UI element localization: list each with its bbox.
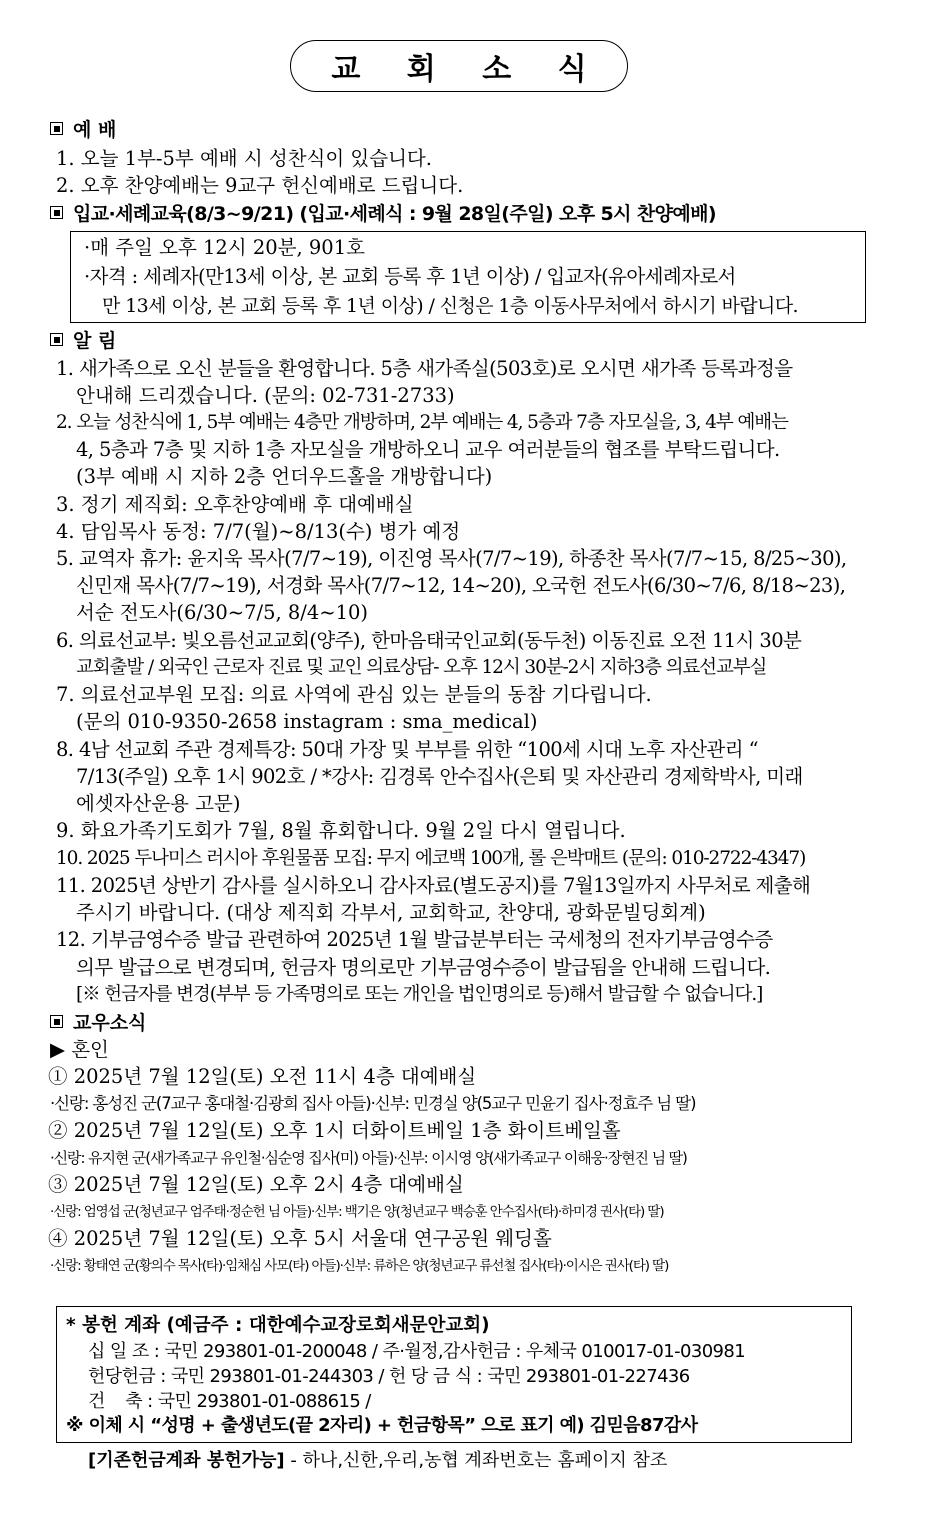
notices-heading: 알 림 xyxy=(50,328,116,354)
notice-line: 3. 정기 제직회: 오후찬양예배 후 대예배실 xyxy=(56,493,414,516)
notice-line: 5. 교역자 휴가: 윤지욱 목사(7/7~19), 이진영 목사(7/7~19), 하종찬 목사(7/7~15, 8/25~30), xyxy=(56,547,847,570)
notice-line: 의무 발급으로 변경되며, 헌금자 명의로만 기부금영수증이 발급됨을 안내해 드립니다. xyxy=(76,956,771,979)
account-line: 십 일 조 : 국민 293801-01-200048 / 주·월정,감사헌금 : 우체국 010017-01-030981 xyxy=(88,1341,746,1362)
accounts-heading: * 봉헌 계좌 (예금주 : 대한예수교장로회새문안교회) xyxy=(66,1315,490,1336)
square-bullet-icon xyxy=(50,1015,63,1028)
notice-line: 9. 화요가족기도회가 7월, 8월 휴회합니다. 9월 2일 다시 열립니다. xyxy=(56,819,626,842)
notice-line: 서순 전도사(6/30~7/5, 8/4~10) xyxy=(76,601,369,624)
wedding-date: ② 2025년 7월 12일(토) 오후 1시 더화이트베일 1층 화이트베일홀 xyxy=(48,1119,621,1142)
members-subheading: ▶ 혼인 xyxy=(50,1038,109,1061)
members-heading: 교우소식 xyxy=(50,1010,146,1036)
notice-line: 12. 기부금영수증 발급 관련하여 2025년 1월 발급분부터는 국세청의 전자기부금영수증 xyxy=(56,928,773,951)
notice-line: 에셋자산운용 고문) xyxy=(76,792,241,815)
notice-line: 11. 2025년 상반기 감사를 실시하오니 감사자료(별도공지)를 7월13일까지 사무처로 제출해 xyxy=(56,874,811,897)
worship-item: 1. 오늘 1부-5부 예배 시 성찬식이 있습니다. xyxy=(56,147,432,170)
notice-line: 7/13(주일) 오후 1시 902호 / *강사: 김경록 안수집사(은퇴 및 자산관리 경제학박사, 미래 xyxy=(76,765,803,788)
education-line: ·매 주일 오후 12시 20분, 901호 xyxy=(84,236,365,259)
notice-line: 안내해 드리겠습니다. (문의: 02-731-2733) xyxy=(76,384,455,407)
account-line: 건 축 : 국민 293801-01-088615 / xyxy=(88,1391,371,1412)
wedding-couple: ·신랑: 유지현 군(새가족교구 유인철·심순영 집사(미) 아들)·신부: 이시영 양(새가족교구 이해웅·장현진 님 딸) xyxy=(50,1149,687,1167)
education-heading: 입교·세례교육(8/3~9/21) (입교·세례식 : 9월 28일(주일) 오후 5시 찬양예배) xyxy=(50,201,716,227)
square-bullet-icon xyxy=(50,206,63,219)
account-line: 헌당헌금 : 국민 293801-01-244303 / 헌 당 금 식 : 국민 293801-01-227436 xyxy=(88,1366,690,1387)
notice-line: 10. 2025 두나미스 러시아 후원물품 모집: 무지 에코백 100개, 롤 은박매트 (문의: 010-2722-4347) xyxy=(56,848,806,869)
footer-note: [기존헌금계좌 봉헌가능] - 하나,신한,우리,농협 계좌번호는 홈페이지 참조 xyxy=(88,1450,668,1471)
worship-item: 2. 오후 찬양예배는 9교구 헌신예배로 드립니다. xyxy=(56,174,464,197)
worship-heading: 예 배 xyxy=(50,117,116,143)
wedding-couple: ·신랑: 황태연 군(황의수 목사(타)·임채심 사모(타) 아들)·신부: 류하은 양(청년교구 류선철 집사(타)·이시은 권사(타) 딸) xyxy=(50,1258,669,1274)
wedding-date: ① 2025년 7월 12일(토) 오전 11시 4층 대예배실 xyxy=(48,1065,477,1088)
notice-line: 신민재 목사(7/7~19), 서경화 목사(7/7~12, 14~20), 오국헌 전도사(6/30~7/6, 8/18~23), xyxy=(76,574,846,597)
square-bullet-icon xyxy=(50,122,63,135)
square-bullet-icon xyxy=(50,333,63,346)
notice-line: 주시기 바랍니다. (대상 제직회 각부서, 교회학교, 찬양대, 광화문빌딩회계) xyxy=(76,901,706,924)
education-line: ·자격 : 세례자(만13세 이상, 본 교회 등록 후 1년 이상) / 입교자(유아세례자로서 xyxy=(84,265,736,288)
notice-line: 4, 5층과 7층 및 지하 1층 자모실을 개방하오니 교우 여러분들의 협조를 부탁드립니다. xyxy=(76,438,780,461)
notice-line: (문의 010-9350-2658 instagram : sma_medical) xyxy=(76,710,538,733)
accounts-note: ※ 이체 시 “성명 + 출생년도(끝 2자리) + 헌금항목” 으로 표기 예) 김믿음87감사 xyxy=(66,1415,698,1436)
education-line: 만 13세 이상, 본 교회 등록 후 1년 이상) / 신청은 1층 이동사무처에서 하시기 바랍니다. xyxy=(102,295,798,317)
wedding-couple: ·신랑: 홍성진 군(7교구 홍대철·김광희 집사 아들)·신부: 민경실 양(5교구 민윤기 집사·정효주 님 딸) xyxy=(50,1094,696,1113)
notice-line: 교회출발 / 외국인 근로자 진료 및 교인 의료상담- 오후 12시 30분-2시 지하3층 의료선교부실 xyxy=(76,657,767,678)
notice-line: (3부 예배 시 지하 2층 언더우드홀을 개방합니다) xyxy=(76,465,493,488)
wedding-date: ③ 2025년 7월 12일(토) 오후 2시 4층 대예배실 xyxy=(48,1173,464,1196)
notice-line: 6. 의료선교부: 빛오름선교교회(양주), 한마음태국인교회(동두천) 이동진료 오전 11시 30분 xyxy=(56,629,802,652)
wedding-date: ④ 2025년 7월 12일(토) 오후 5시 서울대 연구공원 웨딩홀 xyxy=(48,1227,552,1250)
notice-line: [※ 헌금자를 변경(부부 등 가족명의로 또는 개인을 법인명의로 등)해서 발급할 수 없습니다.] xyxy=(76,984,763,1005)
notice-line: 8. 4남 선교회 주관 경제특강: 50대 가장 및 부부를 위한 “100세 시대 노후 자산관리 “ xyxy=(56,738,758,761)
wedding-couple: ·신랑: 엄영섭 군(청년교구 엄주태·정순헌 님 아들)·신부: 백기은 양(청년교구 백승훈 안수집사(타)·하미경 권사(타) 딸) xyxy=(50,1204,664,1220)
notice-line: 7. 의료선교부원 모집: 의료 사역에 관심 있는 분들의 동참 기다립니다. xyxy=(56,683,652,706)
page-title: 교 회 소 식 xyxy=(290,40,628,92)
notice-line: 2. 오늘 성찬식에 1, 5부 예배는 4층만 개방하며, 2부 예배는 4, 5층과 7층 자모실을, 3, 4부 예배는 xyxy=(56,412,788,433)
notice-line: 4. 담임목사 동정: 7/7(월)~8/13(수) 병가 예정 xyxy=(56,520,461,543)
notice-line: 1. 새가족으로 오신 분들을 환영합니다. 5층 새가족실(503호)로 오시면 새가족 등록과정을 xyxy=(56,357,793,380)
